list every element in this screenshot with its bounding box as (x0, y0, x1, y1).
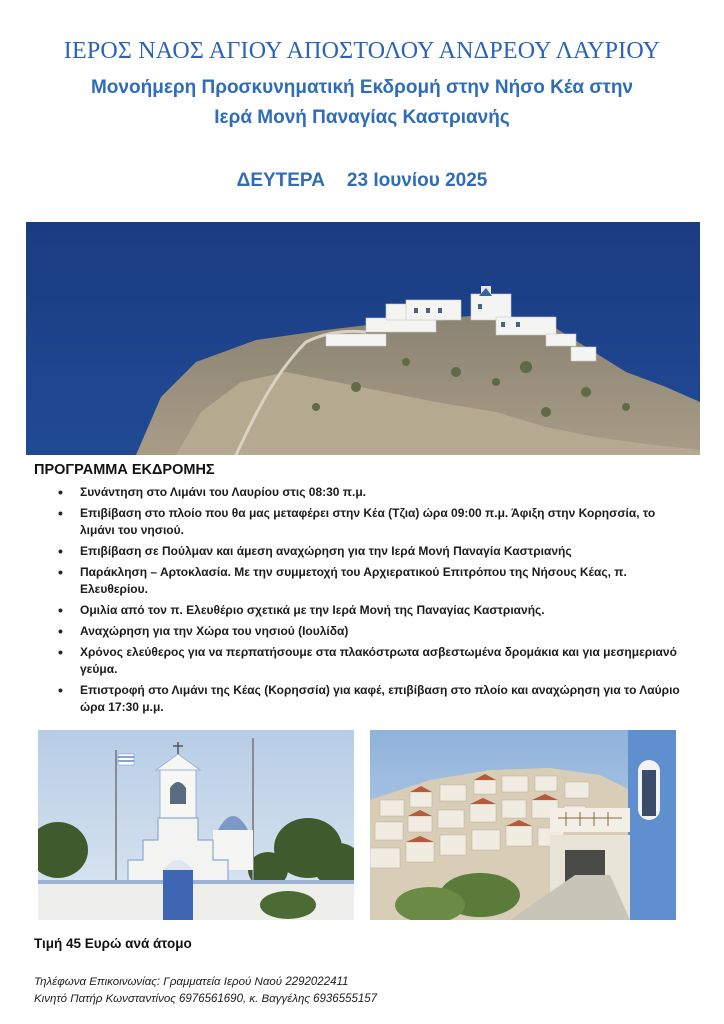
price-per-person: Τιμή 45 Ευρώ ανά άτομο (34, 936, 192, 951)
program-heading: ΠΡΟΓΡΑΜΜΑ ΕΚΔΡΟΜΗΣ (34, 462, 215, 478)
program-list (58, 484, 688, 720)
church-name-title: ΙΕΡΟΣ ΝΑΟΣ ΑΓΙΟΥ ΑΠΟΣΤΟΛΟΥ ΑΝΔΡΕΟΥ ΛΑΥΡΙΟΥ (63, 38, 661, 64)
program-item: • Χρόνος ελεύθερος για να περπατήσουμε στα πλακόστρωτα ασβεστωμένα δρομάκια και για μεσημεριανό γεύμα. (58, 644, 688, 678)
subtitle-line-1: Μονοήμερη Προσκυνηματική Εκδρομή στην Νήσο Κέα στην (90, 77, 633, 98)
contact-line-1: Τηλέφωνα Επικοινωνίας: Γραμματεία Ιερού Ναού 2292022411 (34, 976, 349, 988)
program-item: • Επιβίβαση στο πλοίο που θα μας μεταφέρει στην Κέα (Τζια) ώρα 09:00 π.μ. Άφιξη στην Κορησσία, το λιμάνι του νησιού. (58, 505, 688, 539)
monastery-on-cliff-photo (26, 222, 700, 455)
trip-day: ΔΕΥΤΕΡΑ (236, 170, 325, 191)
trip-date-value: 23 Ιουνίου 2025 (346, 170, 488, 191)
contact-info (34, 974, 377, 1008)
program-item: • Συνάντηση στο Λιμάνι του Λαυρίου στις 08:30 π.μ. (58, 484, 688, 501)
bell-tower-chapel-photo (38, 730, 354, 920)
program-item: • Ομιλία από τον π. Ελευθέριο σχετικά με την Ιερά Μονή της Παναγίας Καστριανής. (58, 602, 688, 619)
program-item: • Παράκληση – Αρτοκλασία. Με την συμμετοχή του Αρχιερατικού Επιτρόπου της Νήσους Κέας, π. Ελευθερίου. (58, 564, 688, 598)
trip-subtitle (0, 73, 724, 133)
subtitle-line-2: Ιερά Μονή Παναγίας Καστριανής (214, 107, 510, 128)
program-item: • Αναχώρηση για την Χώρα του νησιού (Ιουλίδα) (58, 623, 688, 640)
contact-line-2: Κινητό Πατήρ Κωνσταντίνος 6976561690, κ. Βαγγέλης 6936555157 (34, 993, 378, 1005)
program-item: • Επιστροφή στο Λιμάνι της Κέας (Κορησσία) για καφέ, επιβίβαση στο πλοίο και αναχώρηση για το Λαύριο ώρα 17:30 μ.μ. (58, 682, 688, 716)
trip-date (0, 170, 724, 192)
program-item: • Επιβίβαση σε Πούλμαν και άμεση αναχώρηση για την Ιερά Μονή Παναγία Καστριανής (58, 543, 688, 560)
ioulida-village-photo (370, 730, 676, 920)
